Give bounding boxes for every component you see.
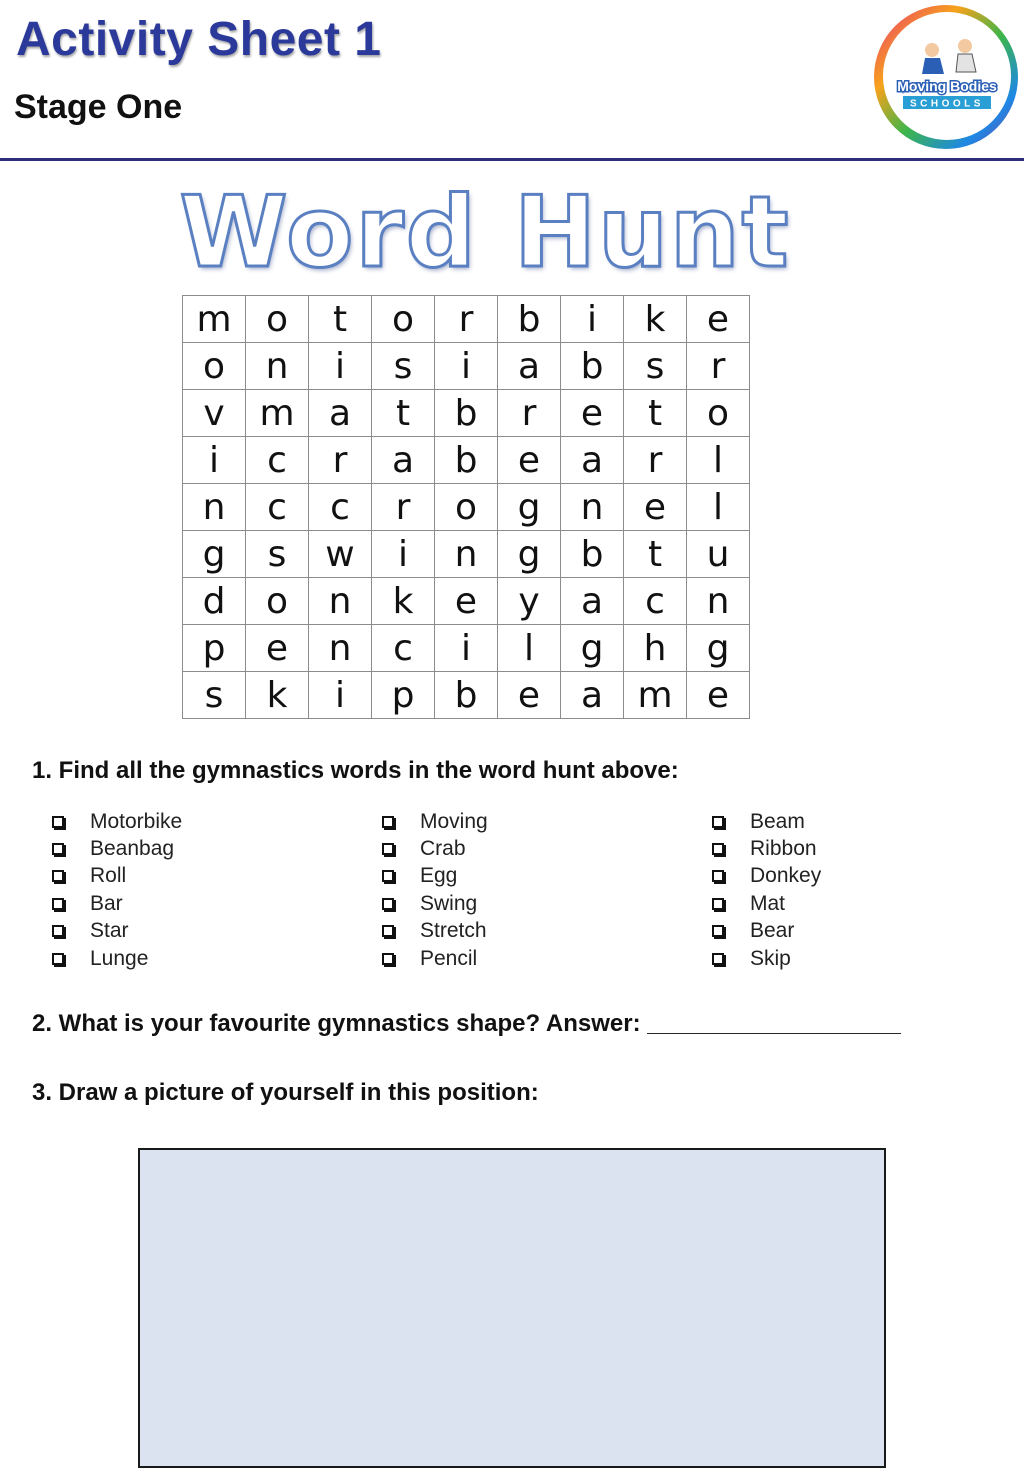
word-item[interactable] [32,918,182,945]
grid-cell[interactable]: y [498,578,561,625]
grid-cell[interactable]: i [372,531,435,578]
grid-cell[interactable]: s [372,343,435,390]
grid-cell[interactable]: b [561,531,624,578]
grid-cell[interactable]: i [309,343,372,390]
grid-cell[interactable]: e [498,672,561,719]
checkbox-icon[interactable] [382,843,394,855]
word-label: Egg [420,864,458,888]
grid-cell[interactable]: c [372,625,435,672]
word-item[interactable] [692,808,821,835]
grid-cell[interactable]: n [309,625,372,672]
grid-cell[interactable]: e [435,578,498,625]
grid-row [183,390,750,437]
grid-cell[interactable]: s [246,531,309,578]
word-label: Bar [90,891,123,915]
grid-cell[interactable]: g [687,625,750,672]
word-item[interactable] [362,918,488,945]
grid-cell[interactable]: n [687,578,750,625]
grid-cell[interactable]: r [624,437,687,484]
checkbox-icon[interactable] [52,816,64,828]
checkbox-icon[interactable] [382,870,394,882]
grid-cell[interactable]: g [561,625,624,672]
grid-cell[interactable]: n [183,484,246,531]
word-label: Bear [750,919,795,943]
grid-cell[interactable]: l [687,484,750,531]
checkbox-icon[interactable] [52,925,64,937]
grid-cell[interactable]: r [687,343,750,390]
checkbox-icon[interactable] [382,953,394,965]
checkbox-icon[interactable] [712,816,724,828]
grid-cell[interactable]: a [561,578,624,625]
grid-cell[interactable]: g [498,531,561,578]
grid-cell[interactable]: p [183,625,246,672]
drawing-area[interactable] [138,1148,886,1468]
word-item[interactable] [692,835,821,862]
grid-cell[interactable]: g [183,531,246,578]
grid-cell[interactable]: b [435,437,498,484]
grid-cell[interactable]: b [498,296,561,343]
grid-cell[interactable]: o [372,296,435,343]
grid-cell[interactable]: c [246,484,309,531]
word-label: Stretch [420,919,487,943]
word-hunt-title: Word Hunt [179,176,791,290]
grid-cell[interactable]: e [561,390,624,437]
grid-row [183,484,750,531]
grid-cell[interactable]: n [309,578,372,625]
grid-cell[interactable]: o [246,578,309,625]
word-item[interactable] [362,890,488,917]
checkbox-icon[interactable] [712,953,724,965]
word-label: Beam [750,809,805,833]
logo-text-line2: SCHOOLS [910,98,984,110]
logo-text-line1: Moving Bodies [897,78,997,94]
checkbox-icon[interactable] [712,925,724,937]
word-label: Mat [750,891,786,915]
checkbox-icon[interactable] [382,925,394,937]
word-label: Crab [420,837,466,861]
word-list-column-3 [692,808,821,972]
word-label: Lunge [90,946,149,970]
grid-cell[interactable]: c [624,578,687,625]
checkbox-icon[interactable] [52,870,64,882]
word-label: Moving [420,809,488,833]
grid-cell[interactable]: k [624,296,687,343]
grid-cell[interactable]: i [561,296,624,343]
word-item[interactable] [32,808,182,835]
word-item[interactable] [692,918,821,945]
word-label: Donkey [750,864,822,888]
word-label: Skip [750,946,791,970]
word-item[interactable] [362,835,488,862]
grid-cell[interactable]: l [498,625,561,672]
grid-cell[interactable]: k [372,578,435,625]
grid-cell[interactable]: r [372,484,435,531]
word-list-column-2 [362,808,488,972]
grid-cell[interactable]: t [309,296,372,343]
grid-row [183,296,750,343]
grid-row [183,437,750,484]
checkbox-icon[interactable] [52,953,64,965]
word-item[interactable] [692,863,821,890]
grid-cell[interactable]: v [183,390,246,437]
grid-cell[interactable]: n [561,484,624,531]
grid-cell[interactable]: r [309,437,372,484]
question-1: 1. Find all the gymnastics words in the word hunt above: [32,757,679,784]
grid-cell[interactable]: t [624,531,687,578]
grid-cell[interactable]: o [687,390,750,437]
grid-cell[interactable]: n [246,343,309,390]
checkbox-icon[interactable] [382,816,394,828]
page-title: Activity Sheet 1 [16,13,382,66]
grid-cell[interactable]: a [309,390,372,437]
word-label: Motorbike [90,809,183,833]
grid-cell[interactable]: b [435,672,498,719]
grid-cell[interactable]: s [183,672,246,719]
grid-cell[interactable]: i [183,437,246,484]
question-3: 3. Draw a picture of yourself in this position: [32,1079,539,1106]
child-figure-icon [925,43,939,57]
grid-cell[interactable]: b [561,343,624,390]
word-item[interactable] [692,945,821,972]
grid-cell[interactable]: r [498,390,561,437]
grid-cell[interactable]: b [435,390,498,437]
word-item[interactable] [362,808,488,835]
word-search-grid [182,295,750,719]
grid-cell[interactable]: p [372,672,435,719]
grid-cell[interactable]: o [246,296,309,343]
grid-cell[interactable]: e [498,437,561,484]
checkbox-icon[interactable] [712,898,724,910]
grid-cell[interactable]: a [498,343,561,390]
grid-cell[interactable]: t [624,390,687,437]
grid-cell[interactable]: w [309,531,372,578]
word-label: Swing [420,891,478,915]
word-label: Roll [90,864,127,888]
checkbox-icon[interactable] [52,898,64,910]
moving-bodies-logo [870,2,1022,152]
word-list-column-1 [32,808,182,972]
grid-cell[interactable]: l [687,437,750,484]
word-item[interactable] [32,863,182,890]
checkbox-icon[interactable] [382,898,394,910]
page-subtitle: Stage One [14,88,183,126]
grid-cell[interactable]: i [309,672,372,719]
grid-cell[interactable]: u [687,531,750,578]
child-figure-icon [958,39,972,53]
grid-cell[interactable]: m [246,390,309,437]
grid-cell[interactable]: h [624,625,687,672]
grid-cell[interactable]: m [624,672,687,719]
grid-cell[interactable]: e [246,625,309,672]
checkbox-icon[interactable] [712,870,724,882]
word-item[interactable] [32,835,182,862]
grid-cell[interactable]: a [372,437,435,484]
grid-cell[interactable]: i [435,343,498,390]
word-item[interactable] [32,890,182,917]
grid-cell[interactable]: e [624,484,687,531]
grid-cell[interactable]: e [687,672,750,719]
grid-row [183,625,750,672]
grid-cell[interactable]: o [435,484,498,531]
grid-cell[interactable]: m [183,296,246,343]
word-label: Ribbon [750,837,817,861]
grid-row [183,672,750,719]
header-divider [0,158,1024,161]
grid-cell[interactable]: c [246,437,309,484]
word-item[interactable] [32,945,182,972]
grid-row [183,578,750,625]
grid-cell[interactable]: n [435,531,498,578]
checkbox-icon[interactable] [52,843,64,855]
question-2: 2. What is your favourite gymnastics shape? Answer: ___________________ [32,1010,901,1037]
grid-cell[interactable]: g [498,484,561,531]
word-label: Beanbag [90,837,175,861]
grid-row [183,343,750,390]
grid-cell[interactable]: c [309,484,372,531]
word-item[interactable] [362,863,488,890]
grid-cell[interactable]: e [687,296,750,343]
grid-cell[interactable]: o [183,343,246,390]
grid-cell[interactable]: a [561,672,624,719]
word-label: Star [90,919,129,943]
word-label: Pencil [420,946,478,970]
grid-cell[interactable]: t [372,390,435,437]
grid-cell[interactable]: d [183,578,246,625]
word-item[interactable] [362,945,488,972]
grid-row [183,531,750,578]
grid-cell[interactable]: i [435,625,498,672]
grid-cell[interactable]: k [246,672,309,719]
checkbox-icon[interactable] [712,843,724,855]
grid-cell[interactable]: r [435,296,498,343]
word-item[interactable] [692,890,821,917]
grid-cell[interactable]: s [624,343,687,390]
grid-cell[interactable]: a [561,437,624,484]
